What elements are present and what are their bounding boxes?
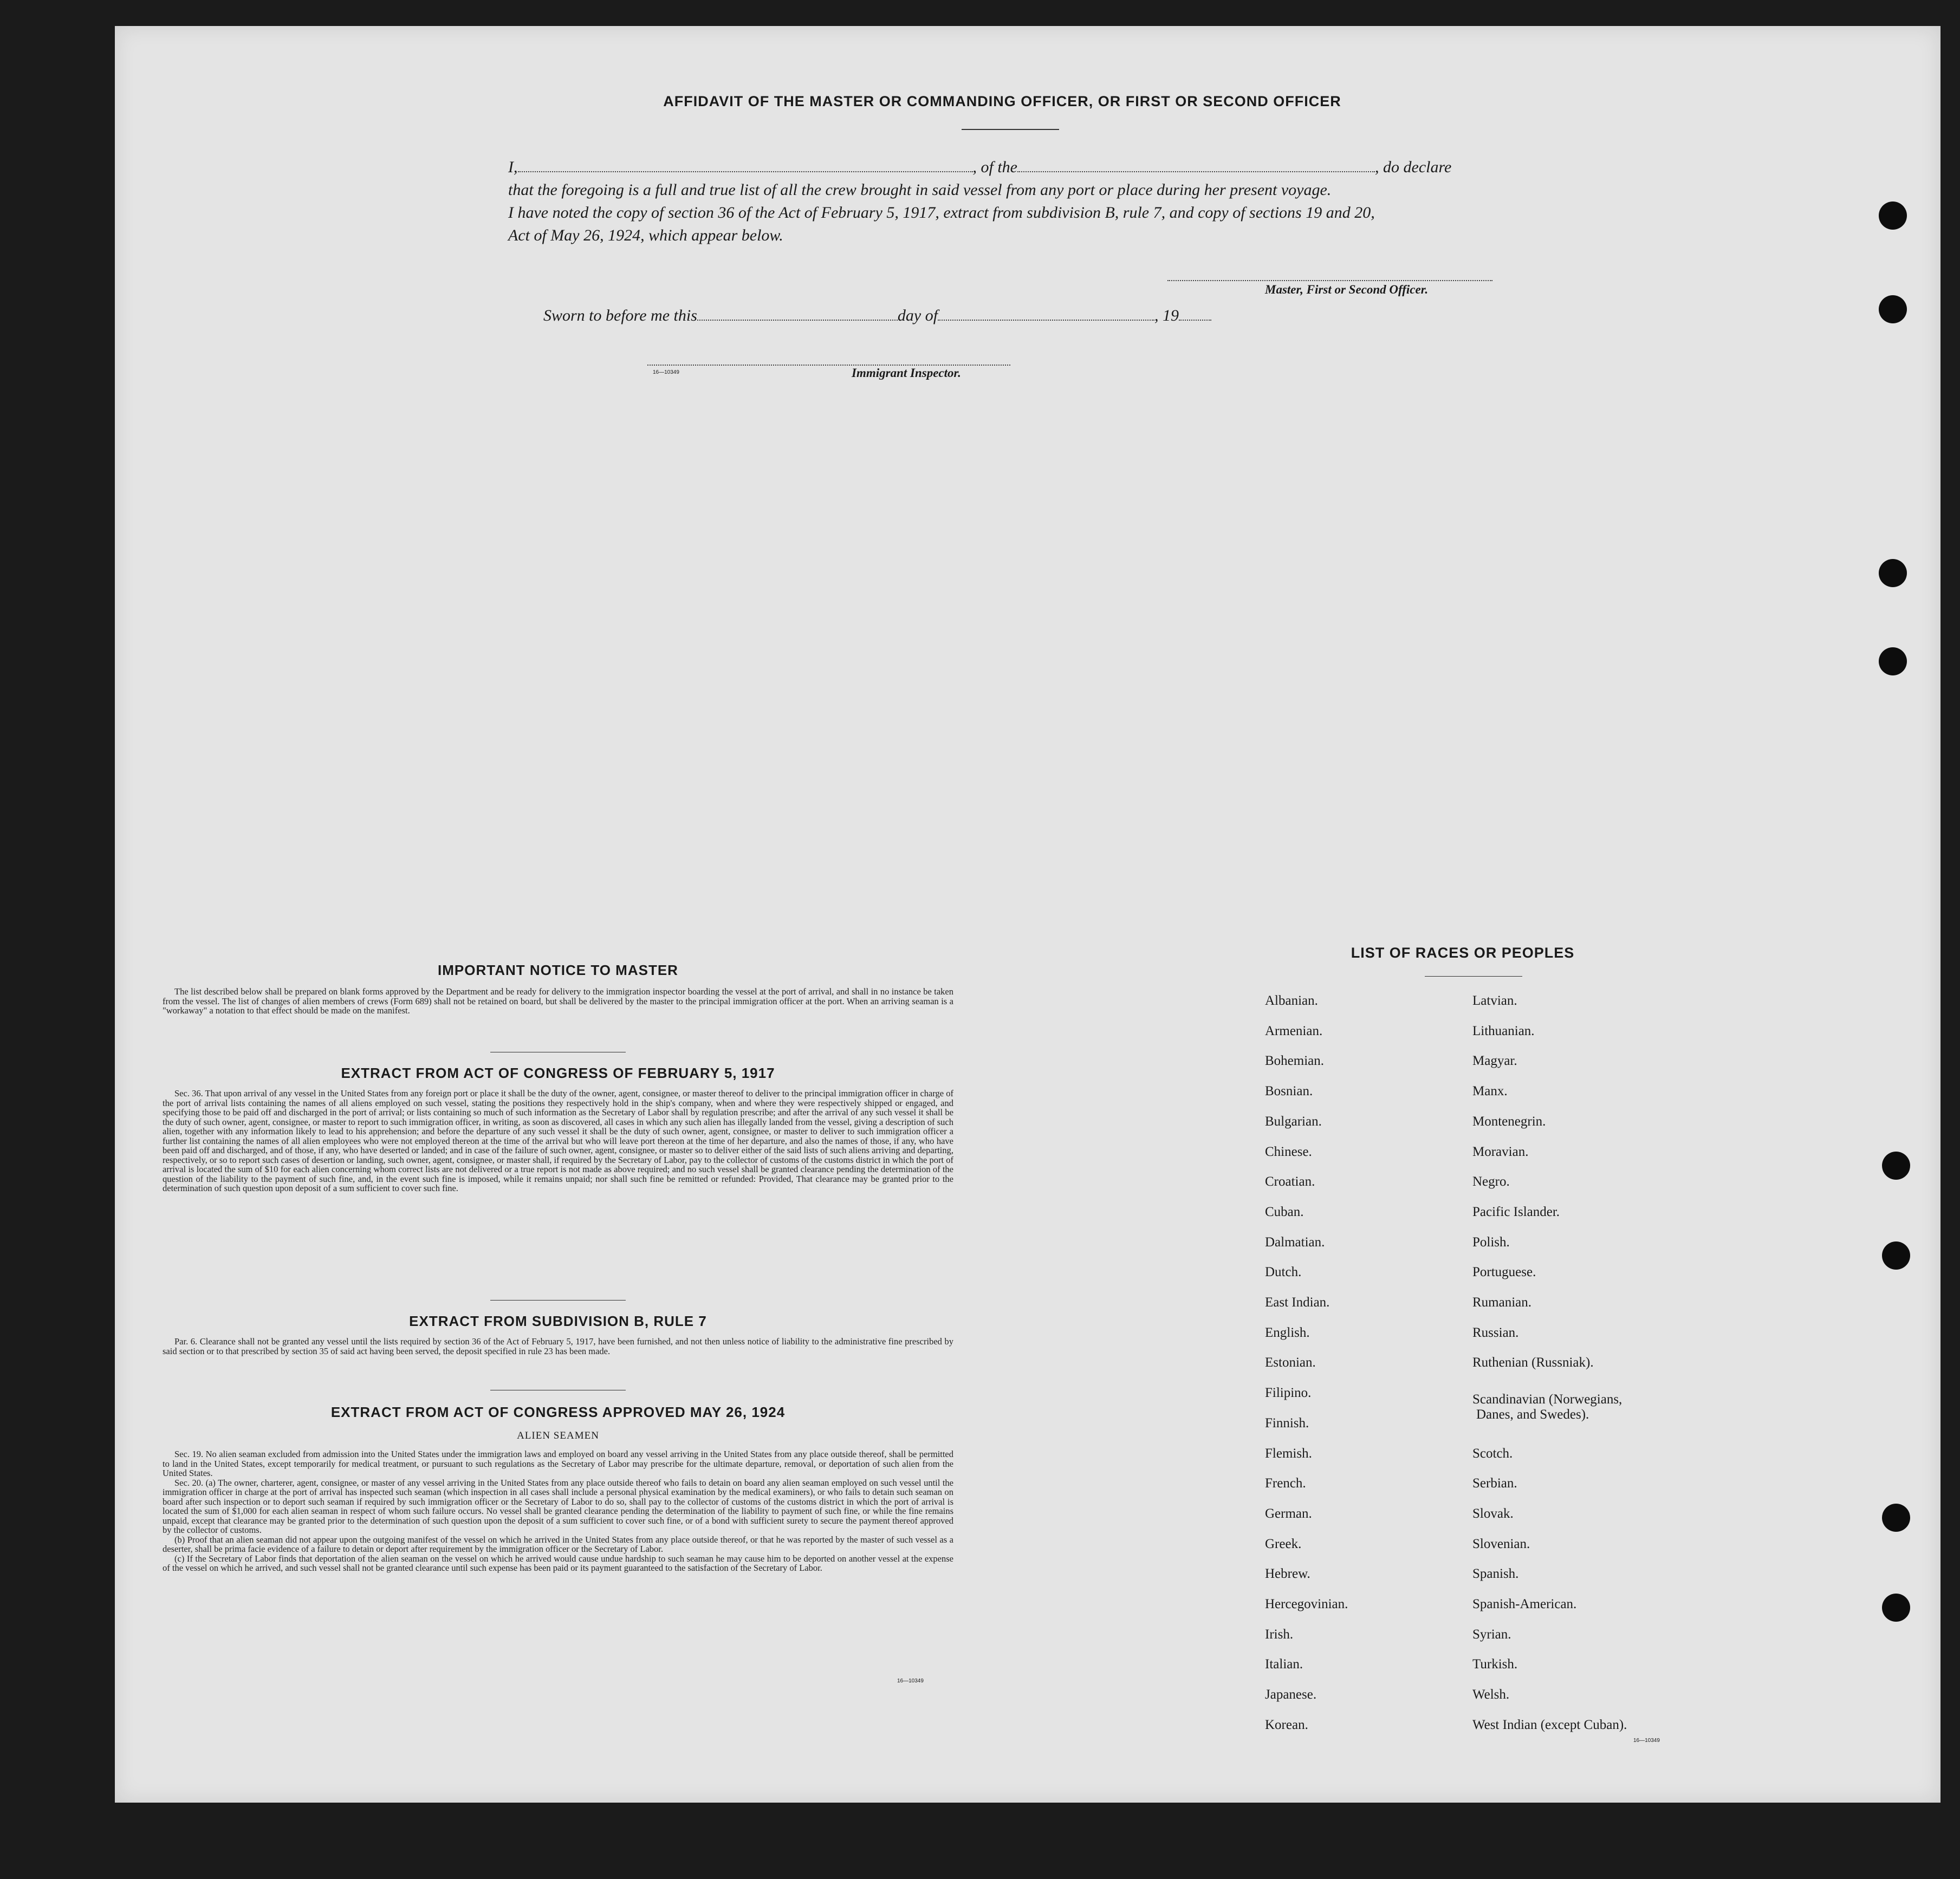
race-item: French. xyxy=(1265,1476,1306,1491)
affidavit-line-4: Act of May 26, 1924, which appear below. xyxy=(508,226,783,244)
race-item: Montenegrin. xyxy=(1472,1114,1546,1129)
extract-1924-text xyxy=(163,1449,953,1573)
affidavit-title: AFFIDAVIT OF THE MASTER OR COMMANDING OFFICER, OR FIRST OR SECOND OFFICER xyxy=(663,93,1341,109)
race-item: Finnish. xyxy=(1265,1415,1309,1431)
rule-7-text xyxy=(163,1337,953,1356)
race-item: Polish. xyxy=(1472,1234,1510,1250)
sworn-year-blank[interactable] xyxy=(1179,319,1211,321)
divider xyxy=(962,129,1059,130)
punch-hole xyxy=(1882,1594,1910,1622)
inspector-label: Immigrant Inspector. xyxy=(852,366,961,380)
sworn-line xyxy=(543,307,1211,325)
race-item: Welsh. xyxy=(1472,1687,1510,1702)
affidavit-line-2: that the foregoing is a full and true list of all the crew brought in said vessel from any port or place during her present voyage. xyxy=(508,181,1332,199)
race-item: Dutch. xyxy=(1265,1265,1302,1280)
race-item: Hebrew. xyxy=(1265,1566,1310,1582)
race-item: Bulgarian. xyxy=(1265,1114,1322,1129)
race-item: Slovak. xyxy=(1472,1506,1514,1521)
race-item: Japanese. xyxy=(1265,1687,1317,1702)
rule-7-paragraph: Par. 6. Clearance shall not be granted any vessel until the lists required by section 36 of the Act of February 5, 1917, have been furnished, and not then unless notice of liability to the administrative fine prescribed by said section or to that prescribed by section 35 of said act having been served, the deposit specified in rule 23 has been made. xyxy=(163,1336,953,1356)
race-item: Filipino. xyxy=(1265,1386,1312,1401)
race-item: Latvian. xyxy=(1472,993,1517,1008)
race-item: Ruthenian (Russniak). xyxy=(1472,1355,1594,1370)
sworn-month-blank[interactable] xyxy=(938,319,1154,321)
race-item: Spanish-American. xyxy=(1472,1597,1577,1611)
notice-paragraph: The list described below shall be prepared on blank forms approved by the Department and be ready for delivery to the immigration inspector boarding the vessel at the port of arrival, and shall in no instance be taken from the vessel. The list of changes of alien members of crews (Form 689) shall not be retained on board, but shall be delivered by the master to the principal immigration officer at the port. When an arriving seaman is a "workaway" a notation to that effect should be made on the manifest. xyxy=(163,986,953,1016)
form-number: 16—10349 xyxy=(897,1678,924,1684)
race-item: Dalmatian. xyxy=(1265,1234,1325,1250)
race-item: Chinese. xyxy=(1265,1144,1312,1159)
race-item: Scotch. xyxy=(1472,1446,1513,1461)
notice-text xyxy=(163,987,953,1016)
race-item: Turkish. xyxy=(1472,1657,1518,1672)
punch-hole xyxy=(1879,201,1907,230)
punch-hole xyxy=(1882,1504,1910,1532)
master-signature-blank[interactable] xyxy=(1167,279,1492,281)
affidavit-line-3: I have noted the copy of section 36 of the Act of February 5, 1917, extract from subdivision B, rule 7, and copy of sections 19 and 20, xyxy=(508,204,1375,222)
sworn-day-of: day of xyxy=(897,307,938,324)
race-item: Syrian. xyxy=(1472,1627,1511,1642)
extract-1917-text xyxy=(163,1089,953,1193)
sworn-prefix: Sworn to before me this xyxy=(543,307,697,324)
race-item: German. xyxy=(1265,1506,1312,1521)
race-item: Manx. xyxy=(1472,1084,1508,1099)
race-item: Albanian. xyxy=(1265,993,1318,1008)
race-item: East Indian. xyxy=(1265,1295,1330,1310)
race-item: West Indian (except Cuban). xyxy=(1472,1717,1627,1732)
race-item: Serbian. xyxy=(1472,1476,1517,1491)
punch-hole xyxy=(1879,295,1907,323)
race-item: Korean. xyxy=(1265,1717,1308,1732)
race-item: Pacific Islander. xyxy=(1472,1204,1560,1219)
extract-1924-paragraph: (c) If the Secretary of Labor finds that deportation of the alien seaman on the vessel on which he arrived would cause undue hardship to such seaman he may cause him to be deported on another vessel at the expense of the vessel on which he arrived, and such vessel shall not be granted clearance until such expense has been paid or its payment guaranteed to the satisfaction of the Secretary of Labor. xyxy=(163,1553,953,1573)
affidavit-of-the: , of the xyxy=(972,158,1017,176)
sworn-day-blank[interactable] xyxy=(697,319,898,321)
affidavit-declare: , do declare xyxy=(1375,158,1452,176)
race-item: Irish. xyxy=(1265,1627,1294,1642)
race-item: English. xyxy=(1265,1325,1310,1340)
sworn-year: , 19 xyxy=(1154,307,1179,324)
punch-hole xyxy=(1882,1241,1910,1270)
race-item: Hercegovinian. xyxy=(1265,1597,1348,1611)
races-title: LIST OF RACES OR PEOPLES xyxy=(1351,945,1575,961)
punch-hole xyxy=(1879,559,1907,587)
punch-hole xyxy=(1879,647,1907,675)
race-item: Bosnian. xyxy=(1265,1084,1313,1099)
race-item: Spanish. xyxy=(1472,1566,1519,1582)
extract-1917-paragraph: Sec. 36. That upon arrival of any vessel in the United States from any foreign port or place it shall be the duty of the owner, agent, consignee, or master thereof to deliver to the principal immigration officer in charge of the port of arrival lists containing the names of all aliens employed on such vessel, stating the positions they respectively hold in the ship's company, when and where they were respectively shipped or engaged, and specifying those to be paid off and discharged in the port of arrival; or lists containing so much of such information as the Secretary of Labor shall by regulation prescribe; and after the arrival of any such vessel it shall be the duty of such owner, agent, consignee, or master to report to such immigration officer, in writing, as soon as discovered, all cases in which any such alien has illegally landed from the vessel, giving a description of such alien, together with any information likely to lead to his apprehension; and before the departure of any such vessel it shall be the duty of such owner, agent, consignee, or master to deliver to such immigration officer a further list containing the names of all alien employees who were not employed thereon at the time of the arrival but who will leave port thereon at the time of her departure, and also the names of those, if any, who have been paid off and discharged, and of those, if any, who have deserted or landed; and in case of the failure of such owner, agent, consignee, or master so to deliver either of the said lists of such aliens arriving and departing, respectively, or so to report such cases of desertion or landing, such owner, agent, consignee, or master shall, if required by the Secretary of Labor, pay to the collector of customs of the customs district in which the port of arrival is located the sum of $10 for each alien concerning whom correct lists are not delivered or a true report is not made as above required; and no such vessel shall be granted clearance pending the determination of the question of the liability to the payment of such fine, and, in the event such fine is imposed, while it remains unpaid; nor shall such fine be remitted or refunded: Provided, That clearance may be granted prior to the determination of such question upon deposit of a sum sufficient to cover such fine. xyxy=(163,1088,953,1193)
race-item: Lithuanian. xyxy=(1472,1023,1535,1038)
race-item: Magyar. xyxy=(1472,1054,1517,1069)
extract-1924-paragraph: Sec. 20. (a) The owner, charterer, agent, consignee, or master of any vessel arriving in the United States from any place outside thereof who fails to detain on board any alien seaman employed on such vessel until the immigration officer in charge at the port of arrival has inspected such seaman (which inspection in all cases shall include a personal physical examination by the medical examiners), or who fails to detain such seaman on board after such inspection or to deport such seaman if required by such immigration officer or the Secretary of Labor to do so, shall pay to the collector of customs of the customs district in which the port of arrival is located the sum of $1,000 for each alien seaman in respect of whom such failure occurs. No vessel shall be granted clearance pending the determination of the liability to payment of such fine, or while the fine remains unpaid, except that clearance may be granted prior to the determination of such question upon the deposit of a sum sufficient to cover such fine, or of a bond with sufficient surety to secure the payment thereof approved by the collector of customs. xyxy=(163,1477,953,1535)
race-item: Greek. xyxy=(1265,1536,1302,1551)
affidavit-line-1 xyxy=(508,158,1451,177)
extract-1924-subtitle: ALIEN SEAMEN xyxy=(517,1430,599,1441)
race-item: Croatian. xyxy=(1265,1174,1315,1189)
race-item: Danes, and Swedes). xyxy=(1476,1407,1589,1422)
race-item: Bohemian. xyxy=(1265,1054,1325,1069)
race-item: Slovenian. xyxy=(1472,1536,1530,1551)
inspector-signature-blank[interactable] xyxy=(647,364,1010,366)
rule-7-title: EXTRACT FROM SUBDIVISION B, RULE 7 xyxy=(409,1313,707,1329)
race-item: Italian. xyxy=(1265,1657,1303,1672)
extract-1924-paragraph: (b) Proof that an alien seaman did not appear upon the outgoing manifest of the vessel on which he arrived in the United States from any place outside thereof, or that he was reported by the master of such vessel as a deserter, shall be prima facie evidence of a failure to detain or deport after requirement by the immigration officer or the Secretary of Labor. xyxy=(163,1534,953,1554)
form-number: 16—10349 xyxy=(653,369,679,375)
race-item: Scandinavian (Norwegians, xyxy=(1472,1392,1622,1407)
notice-title: IMPORTANT NOTICE TO MASTER xyxy=(438,962,678,978)
race-item: Estonian. xyxy=(1265,1355,1316,1370)
race-item: Cuban. xyxy=(1265,1204,1304,1219)
affidavit-i: I, xyxy=(508,158,518,176)
punch-hole xyxy=(1882,1152,1910,1180)
extract-1917-title: EXTRACT FROM ACT OF CONGRESS OF FEBRUARY 5, 1917 xyxy=(341,1065,775,1081)
extract-1924-paragraph: Sec. 19. No alien seaman excluded from admission into the United States under the immigration laws and employed on board any vessel arriving in the United States from any place outside thereof, shall be permitted to land in the United States, except temporarily for medical treatment, or pursuant to such regulations as the Secretary of Labor may prescribe for the ultimate departure, removal, or deportation of such alien from the United States. xyxy=(163,1449,953,1478)
race-item: Negro. xyxy=(1472,1174,1510,1189)
master-signature-label: Master, First or Second Officer. xyxy=(1265,283,1429,296)
divider xyxy=(1425,976,1522,977)
form-number: 16—10349 xyxy=(1633,1738,1660,1744)
race-item: Moravian. xyxy=(1472,1144,1529,1159)
name-blank[interactable] xyxy=(518,171,973,172)
divider xyxy=(490,1300,626,1301)
vessel-blank[interactable] xyxy=(1017,171,1375,172)
race-item: Russian. xyxy=(1472,1325,1519,1340)
race-item: Portuguese. xyxy=(1472,1265,1536,1280)
race-item: Rumanian. xyxy=(1472,1295,1532,1310)
race-item: Armenian. xyxy=(1265,1023,1323,1038)
extract-1924-title: EXTRACT FROM ACT OF CONGRESS APPROVED MAY 26, 1924 xyxy=(330,1404,786,1420)
race-item: Flemish. xyxy=(1265,1446,1312,1461)
